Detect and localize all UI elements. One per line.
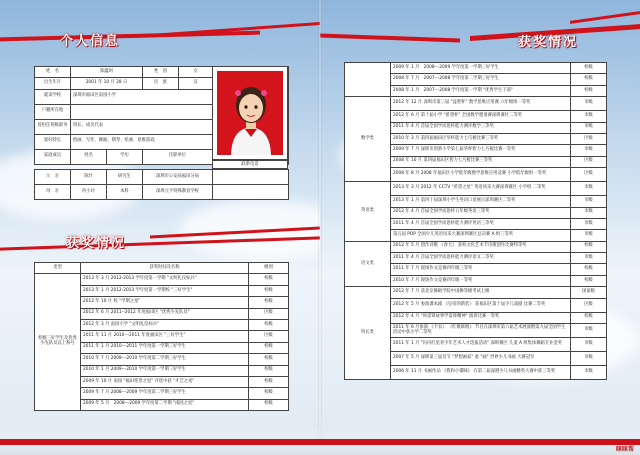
award-level: 校级 <box>571 312 607 323</box>
award-level: 市级 <box>571 145 607 156</box>
section-title-awards-right: 获奖情况 <box>518 35 579 50</box>
category-talent: 特长类 <box>345 287 391 380</box>
award-level: 国家级 <box>571 287 607 298</box>
award-level: 区级 <box>571 168 607 182</box>
award-text: 2008 年 10 月 第四届福田区智力七巧板比赛三等奖 <box>391 156 571 167</box>
position-label: 曾担任班级职务 <box>35 119 71 134</box>
award-text: 2012 年 6 月 2011--2012 年度福田区 "优秀少先队员" <box>81 308 249 319</box>
award-text: 2013 年 3 月 2012-2013 学年度第一学期 "文明礼仪标兵" <box>81 274 249 285</box>
award-level: 校级 <box>249 388 289 399</box>
awards-category: 校级三好学生及优秀少先队员以上称号 <box>35 274 81 411</box>
award-level: 校级 <box>249 285 289 296</box>
award-text: 2011 年 11 月 2010---2011 年度福田区 "三好学生" <box>81 331 249 342</box>
award-level: 校级 <box>249 319 289 330</box>
award-level: 校级 <box>249 342 289 353</box>
awards-header-title: 获奖时间及名称 <box>81 263 249 274</box>
award-text: 2010 年 3 月 第四届福田区华杯能力七巧板比赛三等奖 <box>391 133 571 144</box>
award-level: 校级 <box>571 241 607 252</box>
family-edu: 研究生 <box>107 170 143 185</box>
award-level: 市级 <box>571 366 607 380</box>
award-text: 2008 年 8 月 2008 年福田区小学低年级数学思维应用竞赛 小学低年级组一等奖 <box>391 168 571 182</box>
award-level: 校级 <box>571 264 607 275</box>
category-math: 数学类 <box>345 97 391 182</box>
school-value: 深圳市福田区南园小学 <box>71 89 213 104</box>
award-level: 市级 <box>571 182 607 196</box>
category-chinese: 语文类 <box>345 241 391 287</box>
contact-label: 联系电话 <box>212 160 288 169</box>
award-level: 校级 <box>571 275 607 286</box>
award-level: 区级 <box>571 298 607 312</box>
family-edu: 本科 <box>107 185 143 200</box>
award-level: 市级 <box>571 352 607 366</box>
award-level: 校级 <box>249 399 289 410</box>
award-text: 2011 年 6 月参演 《卡农》 《红歌联唱》 节目在深圳市第六届艺术展演暨第九届全国学生 活动中获小学二等奖 <box>391 324 571 338</box>
award-level: 校级 <box>249 354 289 365</box>
award-level: 市级 <box>571 196 607 207</box>
page-spine <box>318 0 322 455</box>
award-text: 2009 年 10 月 南园 "福田慈善之星" 评选中获 "才艺之星" <box>81 376 249 387</box>
award-level: 市级 <box>571 218 607 229</box>
award-level: 区级 <box>571 133 607 144</box>
award-level: 校级 <box>571 74 607 85</box>
award-text: 2009 年 7 月 2008---2009 学年度第二学期三好学生 <box>81 388 249 399</box>
award-level: 区级 <box>249 308 289 319</box>
award-level: 市级 <box>571 338 607 352</box>
gender-label: 性 别 <box>143 67 179 78</box>
award-level: 市级 <box>571 230 607 241</box>
family-work: 深圳元平特殊教育学校 <box>143 185 213 200</box>
awards-header-level: 级别 <box>249 263 289 274</box>
table-row <box>345 63 607 74</box>
table-row <box>35 263 289 274</box>
name-label: 姓 名 <box>35 67 71 78</box>
award-text: 2011 年 4 月 首届全国学而思杯能力测评英语三等奖 <box>391 218 571 229</box>
position-value: 班长、成员代表 <box>71 119 213 134</box>
name-value: 陈蕴珂 <box>71 67 143 78</box>
award-text: 2011 年 1 月 "闪闪红星青少年艺术人才选拔活动" 深圳赛区 儿童 A 组集体舞蹈专业金奖 <box>391 338 571 352</box>
family-header-name: 姓名 <box>71 149 107 164</box>
table-row <box>345 182 607 196</box>
title-ribbon <box>570 11 640 24</box>
contact-value <box>213 185 289 200</box>
family-header-relation: 家庭成员 <box>35 149 71 164</box>
award-text: 2013 年 3 月 2012 年 CCTV "希望之星" 英语风采大赛深圳赛区 小学组 二等奖 <box>391 182 571 196</box>
family-table <box>34 169 289 200</box>
school-label: 就读学校 <box>35 89 71 104</box>
award-text: 2011 年 1 月 2010---2011 学年度第一学期三好学生 <box>81 342 249 353</box>
award-text: 2012 年 3 月 南园小学 "文明礼仪标兵" <box>81 319 249 330</box>
table-row <box>345 287 607 298</box>
awards-table <box>34 262 289 411</box>
award-text: 2013 年 1 月 第四十届深圳小学生英语口语展示深圳赛区二等奖 <box>391 196 571 207</box>
hobby-value: 绘画、写作、舞蹈、钢琴、绘画、思维游戏 <box>71 134 213 149</box>
contact-value <box>213 170 289 185</box>
family-name: 陈竹 <box>71 170 107 185</box>
right-page <box>320 0 640 455</box>
award-text: 2011 年 4 月 首届全国学而思杯能力测评语文二等奖 <box>391 253 571 264</box>
table-row <box>345 241 607 252</box>
award-text: 2012 年 5 月 参演课本剧 《皇帝的新装》 获福田区第十届少儿戏剧 比赛二等奖 <box>391 298 571 312</box>
awards-header-type: 类型 <box>35 263 81 274</box>
student-photo <box>212 66 288 160</box>
award-text: 2009 年 7 月 深圳市创新小学第七届华杯智力七巧板比赛一等奖 <box>391 145 571 156</box>
award-text: 2008 年 7 月 2007---2008 学年度第二学期三好学生 <box>391 74 571 85</box>
award-text: 2011 年 4 月 首届全国学而思杯能力测评数学三等奖 <box>391 122 571 133</box>
award-text: 2011 年 7 月 现场作文竞赛四年级三等奖 <box>391 264 571 275</box>
birth-label: 出生年月 <box>35 78 71 89</box>
award-level: 市级 <box>571 207 607 218</box>
family-header-edu: 学历 <box>107 149 143 164</box>
award-level: 市级 <box>571 122 607 133</box>
award-text: 2007 年 5 月 深圳第三届首节 "梦想画家" 童 "画" 世界少儿书画 大赛冠军 <box>391 352 571 366</box>
award-text: 2010 年 1 月 2009---2010 学年度第一学期三好学生 <box>81 365 249 376</box>
award-text: 第五届 POP 全国少儿英语风采大赛深圳赛区总决赛 A 组三等奖 <box>391 230 571 241</box>
family-header-work: 任职单位 <box>143 149 213 164</box>
girl-portrait-icon <box>217 71 283 155</box>
ethnic-label: 民 族 <box>143 78 179 89</box>
table-row <box>35 170 289 185</box>
award-text: 2009 年 5 月 2008---2009 学年度第二学期 "南园之星" <box>81 399 249 410</box>
award-level: 校级 <box>249 297 289 308</box>
award-text: 2012 年 10 月 校 "学期之星" <box>81 297 249 308</box>
family-work: 深圳市公安局福田分局 <box>143 170 213 185</box>
award-level: 校级 <box>249 365 289 376</box>
family-name: 何小玲 <box>71 185 107 200</box>
award-level: 校级 <box>249 274 289 285</box>
table-row <box>35 274 289 285</box>
title-ribbon <box>0 31 260 42</box>
award-level: 校级 <box>571 63 607 74</box>
awards-category-blank <box>345 63 391 97</box>
award-text: 2006 年 11 月 书画作品 《我和小猫咪》 在第二届深港少儿书画精英大赛中获三等奖 <box>391 366 571 380</box>
footer <box>0 425 640 455</box>
award-text: 2009 年 1 月 2008---2009 学年度第一学期三好学生 <box>391 63 571 74</box>
footer-red-line <box>0 439 640 445</box>
awards-table-right <box>344 62 607 380</box>
hukou-value <box>71 104 213 119</box>
family-relation: 母 亲 <box>35 185 71 200</box>
ethnic-value: 汉 <box>179 78 213 89</box>
award-text: 2012 年 12 月 深圳市第三届 "益智杯" 数学思维应用赛 六年级组一等奖 <box>391 97 571 111</box>
award-level: 市级 <box>571 253 607 264</box>
site-logo: 咪咪帮 <box>615 446 634 453</box>
award-level: 区级 <box>249 331 289 342</box>
table-row <box>35 185 289 200</box>
award-text: 2012 年 4 月 首届全国学而思杯五年级英语三等奖 <box>391 207 571 218</box>
section-title-personal: 个人信息 <box>60 34 121 49</box>
title-ribbon <box>320 34 460 43</box>
award-text: 2012 年 7 月 获北京舞蹈学院中国舞等级考试七级 <box>391 287 571 298</box>
gender-value: 女 <box>179 67 213 78</box>
award-text: 2010 年 7 月 现场作文竞赛四年级一等奖 <box>391 275 571 286</box>
award-level: 市级 <box>571 97 607 111</box>
award-text: 2010 年 7 月 2009---2010 学年度第二学期三好学生 <box>81 354 249 365</box>
award-text: 2012 年 4 月 "讲雷锋故事学雷锋精神" 演讲比赛一等奖 <box>391 312 571 323</box>
award-level: 校级 <box>249 376 289 387</box>
table-row <box>345 97 607 111</box>
section-title-awards: 获奖情况 <box>66 236 127 251</box>
hukou-label: 户籍所在地 <box>35 104 71 119</box>
hobby-label: 爱好特长 <box>35 134 71 149</box>
award-level: 校级 <box>571 85 607 96</box>
award-level: 市级 <box>571 324 607 338</box>
award-text: 2012 年 5 月 创作诗歌 《春天》 获校文化艺术节诗歌创作比赛特等奖 <box>391 241 571 252</box>
award-level: 市级 <box>571 111 607 122</box>
award-text: 2012 年 6 月 第十届小学 "希望杯" 全国数学邀请赛深圳赛区二等奖 <box>391 111 571 122</box>
award-text: 2008 年 1 月 2007---2008 学年度第一学期 "优秀学生干部" <box>391 85 571 96</box>
category-english: 英语类 <box>345 182 391 242</box>
award-level: 区级 <box>571 156 607 167</box>
family-relation: 父 亲 <box>35 170 71 185</box>
award-text: 2013 年 1 月 2012-2013 学年度第一学期校 "三好学生" <box>81 285 249 296</box>
birth-value: 2001 年 10 月 28 日 <box>71 78 143 89</box>
